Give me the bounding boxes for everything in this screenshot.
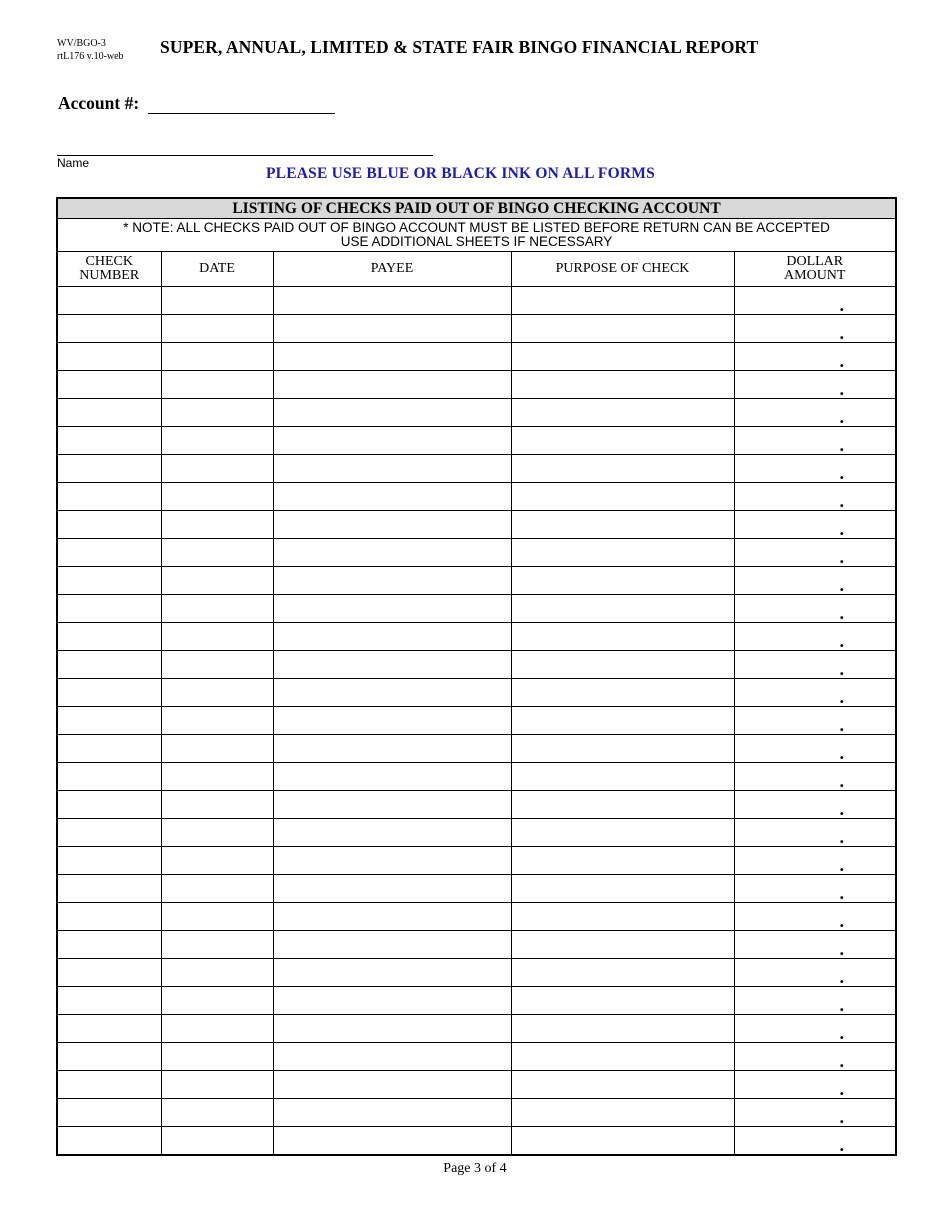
payee-cell[interactable] — [273, 651, 511, 679]
payee-cell[interactable] — [273, 847, 511, 875]
date-cell[interactable] — [161, 1071, 273, 1099]
page-number: Page 3 of 4 — [443, 1161, 507, 1176]
decimal-point: . — [839, 1135, 844, 1155]
dollar-amount-cell[interactable] — [734, 651, 896, 679]
payee-cell[interactable] — [273, 315, 511, 343]
ink-instruction: PLEASE USE BLUE OR BLACK INK ON ALL FORMS — [266, 165, 655, 182]
table-row — [57, 987, 896, 1015]
dollar-amount-cell[interactable] — [734, 931, 896, 959]
table-row — [57, 427, 896, 455]
date-cell[interactable] — [161, 1127, 273, 1156]
dollar-amount-cell[interactable] — [734, 1071, 896, 1099]
date-cell[interactable] — [161, 819, 273, 847]
column-header-check-number-line2: NUMBER — [79, 268, 140, 283]
check-number-cell[interactable] — [57, 399, 161, 427]
dollar-amount-cell[interactable] — [734, 287, 896, 315]
check-number-cell[interactable] — [57, 1099, 161, 1127]
column-header-payee: PAYEE — [273, 252, 511, 287]
payee-cell[interactable] — [273, 707, 511, 735]
check-number-cell[interactable] — [57, 595, 161, 623]
name-field[interactable] — [57, 155, 433, 156]
decimal-point: . — [839, 351, 844, 371]
purpose-cell[interactable] — [511, 1127, 734, 1156]
table-row — [57, 735, 896, 763]
purpose-cell[interactable] — [511, 959, 734, 987]
check-number-cell[interactable] — [57, 483, 161, 511]
table-row — [57, 371, 896, 399]
table-row — [57, 707, 896, 735]
decimal-point: . — [839, 771, 844, 791]
check-number-cell[interactable] — [57, 455, 161, 483]
purpose-cell[interactable] — [511, 287, 734, 315]
dollar-amount-cell[interactable] — [734, 903, 896, 931]
purpose-cell[interactable] — [511, 679, 734, 707]
decimal-point: . — [839, 687, 844, 707]
check-number-cell[interactable] — [57, 1015, 161, 1043]
date-cell[interactable] — [161, 763, 273, 791]
purpose-cell[interactable] — [511, 483, 734, 511]
dollar-amount-cell[interactable] — [734, 539, 896, 567]
check-number-cell[interactable] — [57, 511, 161, 539]
date-cell[interactable] — [161, 539, 273, 567]
form-id-line1: WV/BGO-3 — [57, 38, 106, 49]
date-cell[interactable] — [161, 791, 273, 819]
purpose-cell[interactable] — [511, 735, 734, 763]
purpose-cell[interactable] — [511, 595, 734, 623]
check-number-cell[interactable] — [57, 903, 161, 931]
dollar-amount-cell[interactable] — [734, 707, 896, 735]
payee-cell[interactable] — [273, 287, 511, 315]
checks-table — [56, 197, 897, 1156]
check-number-cell[interactable] — [57, 819, 161, 847]
decimal-point: . — [839, 295, 844, 315]
table-row — [57, 847, 896, 875]
table-row — [57, 819, 896, 847]
dollar-amount-cell[interactable] — [734, 791, 896, 819]
date-cell[interactable] — [161, 679, 273, 707]
purpose-cell[interactable] — [511, 399, 734, 427]
payee-cell[interactable] — [273, 399, 511, 427]
column-header-dollar-line2: AMOUNT — [784, 268, 846, 283]
date-cell[interactable] — [161, 875, 273, 903]
decimal-point: . — [839, 491, 844, 511]
purpose-cell[interactable] — [511, 623, 734, 651]
purpose-cell[interactable] — [511, 987, 734, 1015]
date-cell[interactable] — [161, 623, 273, 651]
table-row — [57, 791, 896, 819]
check-number-cell[interactable] — [57, 343, 161, 371]
check-number-cell[interactable] — [57, 735, 161, 763]
check-number-cell[interactable] — [57, 707, 161, 735]
form-identifier — [57, 37, 124, 63]
date-cell[interactable] — [161, 707, 273, 735]
payee-cell[interactable] — [273, 931, 511, 959]
check-number-cell[interactable] — [57, 315, 161, 343]
check-number-cell[interactable] — [57, 1127, 161, 1156]
check-number-cell[interactable] — [57, 539, 161, 567]
check-number-cell[interactable] — [57, 287, 161, 315]
purpose-cell[interactable] — [511, 1015, 734, 1043]
payee-cell[interactable] — [273, 819, 511, 847]
purpose-cell[interactable] — [511, 315, 734, 343]
date-cell[interactable] — [161, 511, 273, 539]
decimal-point: . — [839, 715, 844, 735]
check-rows — [57, 287, 896, 1156]
purpose-cell[interactable] — [511, 791, 734, 819]
table-row — [57, 623, 896, 651]
table-row — [57, 651, 896, 679]
payee-cell[interactable] — [273, 623, 511, 651]
dollar-amount-cell[interactable] — [734, 819, 896, 847]
purpose-cell[interactable] — [511, 763, 734, 791]
table-note-line2: USE ADDITIONAL SHEETS IF NECESSARY — [340, 234, 613, 249]
purpose-cell[interactable] — [511, 539, 734, 567]
decimal-point: . — [839, 939, 844, 959]
decimal-point: . — [839, 1107, 844, 1127]
payee-cell[interactable] — [273, 567, 511, 595]
table-row — [57, 511, 896, 539]
column-header-check-number — [57, 252, 161, 287]
date-cell[interactable] — [161, 427, 273, 455]
check-number-cell[interactable] — [57, 875, 161, 903]
table-row — [57, 679, 896, 707]
dollar-amount-cell[interactable] — [734, 1127, 896, 1156]
payee-cell[interactable] — [273, 959, 511, 987]
check-number-cell[interactable] — [57, 679, 161, 707]
decimal-point: . — [839, 967, 844, 987]
payee-cell[interactable] — [273, 1127, 511, 1156]
table-row — [57, 875, 896, 903]
check-number-cell[interactable] — [57, 791, 161, 819]
dollar-amount-cell[interactable] — [734, 735, 896, 763]
payee-cell[interactable] — [273, 903, 511, 931]
purpose-cell[interactable] — [511, 371, 734, 399]
date-cell[interactable] — [161, 371, 273, 399]
dollar-amount-cell[interactable] — [734, 595, 896, 623]
date-cell[interactable] — [161, 455, 273, 483]
payee-cell[interactable] — [273, 763, 511, 791]
check-number-cell[interactable] — [57, 623, 161, 651]
payee-cell[interactable] — [273, 1015, 511, 1043]
decimal-point: . — [839, 379, 844, 399]
dollar-amount-cell[interactable] — [734, 875, 896, 903]
check-number-cell[interactable] — [57, 567, 161, 595]
payee-cell[interactable] — [273, 1043, 511, 1071]
dollar-amount-cell[interactable] — [734, 399, 896, 427]
purpose-cell[interactable] — [511, 1043, 734, 1071]
account-number-field[interactable] — [148, 113, 335, 114]
decimal-point: . — [839, 911, 844, 931]
purpose-cell[interactable] — [511, 1071, 734, 1099]
purpose-cell[interactable] — [511, 875, 734, 903]
decimal-point: . — [839, 519, 844, 539]
table-row — [57, 1071, 896, 1099]
payee-cell[interactable] — [273, 1071, 511, 1099]
payee-cell[interactable] — [273, 735, 511, 763]
table-row — [57, 1099, 896, 1127]
table-row — [57, 287, 896, 315]
decimal-point: . — [839, 575, 844, 595]
payee-cell[interactable] — [273, 371, 511, 399]
date-cell[interactable] — [161, 931, 273, 959]
dollar-amount-cell[interactable] — [734, 455, 896, 483]
check-number-cell[interactable] — [57, 959, 161, 987]
table-row — [57, 315, 896, 343]
table-row — [57, 455, 896, 483]
decimal-point: . — [839, 547, 844, 567]
dollar-amount-cell[interactable] — [734, 1015, 896, 1043]
date-cell[interactable] — [161, 595, 273, 623]
table-row — [57, 539, 896, 567]
column-header-dollar-line1: DOLLAR — [786, 254, 844, 269]
table-row — [57, 1043, 896, 1071]
dollar-amount-cell[interactable] — [734, 959, 896, 987]
date-cell[interactable] — [161, 287, 273, 315]
purpose-cell[interactable] — [511, 511, 734, 539]
payee-cell[interactable] — [273, 539, 511, 567]
date-cell[interactable] — [161, 987, 273, 1015]
decimal-point: . — [839, 1079, 844, 1099]
dollar-amount-cell[interactable] — [734, 343, 896, 371]
check-number-cell[interactable] — [57, 651, 161, 679]
decimal-point: . — [839, 1023, 844, 1043]
column-header-dollar-amount — [734, 252, 896, 287]
date-cell[interactable] — [161, 651, 273, 679]
table-row — [57, 399, 896, 427]
column-header-check-number-line1: CHECK — [85, 254, 133, 269]
date-cell[interactable] — [161, 959, 273, 987]
purpose-cell[interactable] — [511, 903, 734, 931]
purpose-cell[interactable] — [511, 931, 734, 959]
purpose-cell[interactable] — [511, 651, 734, 679]
check-number-cell[interactable] — [57, 1071, 161, 1099]
table-row — [57, 959, 896, 987]
dollar-amount-cell[interactable] — [734, 315, 896, 343]
date-cell[interactable] — [161, 847, 273, 875]
page-title: SUPER, ANNUAL, LIMITED & STATE FAIR BINGO FINANCIAL REPORT — [160, 37, 759, 57]
payee-cell[interactable] — [273, 679, 511, 707]
payee-cell[interactable] — [273, 511, 511, 539]
decimal-point: . — [839, 883, 844, 903]
check-number-cell[interactable] — [57, 847, 161, 875]
purpose-cell[interactable] — [511, 567, 734, 595]
payee-cell[interactable] — [273, 483, 511, 511]
payee-cell[interactable] — [273, 791, 511, 819]
check-number-cell[interactable] — [57, 371, 161, 399]
date-cell[interactable] — [161, 1015, 273, 1043]
dollar-amount-cell[interactable] — [734, 483, 896, 511]
decimal-point: . — [839, 407, 844, 427]
payee-cell[interactable] — [273, 1099, 511, 1127]
table-note-line1: * NOTE: ALL CHECKS PAID OUT OF BINGO ACCOUNT MUST BE LISTED BEFORE RETURN CAN BE ACCEPTED — [123, 220, 830, 235]
check-number-cell[interactable] — [57, 931, 161, 959]
decimal-point: . — [839, 463, 844, 483]
table-title: LISTING OF CHECKS PAID OUT OF BINGO CHECKING ACCOUNT — [57, 198, 896, 219]
date-cell[interactable] — [161, 735, 273, 763]
column-header-purpose: PURPOSE OF CHECK — [511, 252, 734, 287]
payee-cell[interactable] — [273, 875, 511, 903]
payee-cell[interactable] — [273, 343, 511, 371]
check-number-cell[interactable] — [57, 987, 161, 1015]
form-id-line2: rtL176 v.10-web — [57, 51, 124, 62]
table-row — [57, 763, 896, 791]
dollar-amount-cell[interactable] — [734, 679, 896, 707]
column-header-date: DATE — [161, 252, 273, 287]
purpose-cell[interactable] — [511, 455, 734, 483]
purpose-cell[interactable] — [511, 1099, 734, 1127]
dollar-amount-cell[interactable] — [734, 371, 896, 399]
purpose-cell[interactable] — [511, 427, 734, 455]
table-row — [57, 903, 896, 931]
decimal-point: . — [839, 631, 844, 651]
decimal-point: . — [839, 323, 844, 343]
table-row — [57, 931, 896, 959]
decimal-point: . — [839, 799, 844, 819]
dollar-amount-cell[interactable] — [734, 1099, 896, 1127]
decimal-point: . — [839, 1051, 844, 1071]
payee-cell[interactable] — [273, 595, 511, 623]
dollar-amount-cell[interactable] — [734, 847, 896, 875]
dollar-amount-cell[interactable] — [734, 511, 896, 539]
decimal-point: . — [839, 659, 844, 679]
date-cell[interactable] — [161, 903, 273, 931]
date-cell[interactable] — [161, 1043, 273, 1071]
check-number-cell[interactable] — [57, 427, 161, 455]
decimal-point: . — [839, 855, 844, 875]
payee-cell[interactable] — [273, 987, 511, 1015]
purpose-cell[interactable] — [511, 707, 734, 735]
date-cell[interactable] — [161, 567, 273, 595]
dollar-amount-cell[interactable] — [734, 763, 896, 791]
dollar-amount-cell[interactable] — [734, 987, 896, 1015]
check-number-cell[interactable] — [57, 763, 161, 791]
name-label: Name — [57, 156, 90, 170]
table-row — [57, 595, 896, 623]
table-row — [57, 343, 896, 371]
purpose-cell[interactable] — [511, 847, 734, 875]
table-note — [57, 219, 896, 252]
date-cell[interactable] — [161, 315, 273, 343]
table-row — [57, 1127, 896, 1156]
dollar-amount-cell[interactable] — [734, 623, 896, 651]
dollar-amount-cell[interactable] — [734, 1043, 896, 1071]
table-row — [57, 1015, 896, 1043]
table-row — [57, 567, 896, 595]
dollar-amount-cell[interactable] — [734, 427, 896, 455]
purpose-cell[interactable] — [511, 819, 734, 847]
date-cell[interactable] — [161, 483, 273, 511]
payee-cell[interactable] — [273, 427, 511, 455]
account-label: Account #: — [58, 93, 140, 113]
decimal-point: . — [839, 827, 844, 847]
date-cell[interactable] — [161, 1099, 273, 1127]
payee-cell[interactable] — [273, 455, 511, 483]
decimal-point: . — [839, 743, 844, 763]
date-cell[interactable] — [161, 399, 273, 427]
date-cell[interactable] — [161, 343, 273, 371]
decimal-point: . — [839, 995, 844, 1015]
dollar-amount-cell[interactable] — [734, 567, 896, 595]
table-row — [57, 483, 896, 511]
decimal-point: . — [839, 603, 844, 623]
check-number-cell[interactable] — [57, 1043, 161, 1071]
purpose-cell[interactable] — [511, 343, 734, 371]
decimal-point: . — [839, 435, 844, 455]
